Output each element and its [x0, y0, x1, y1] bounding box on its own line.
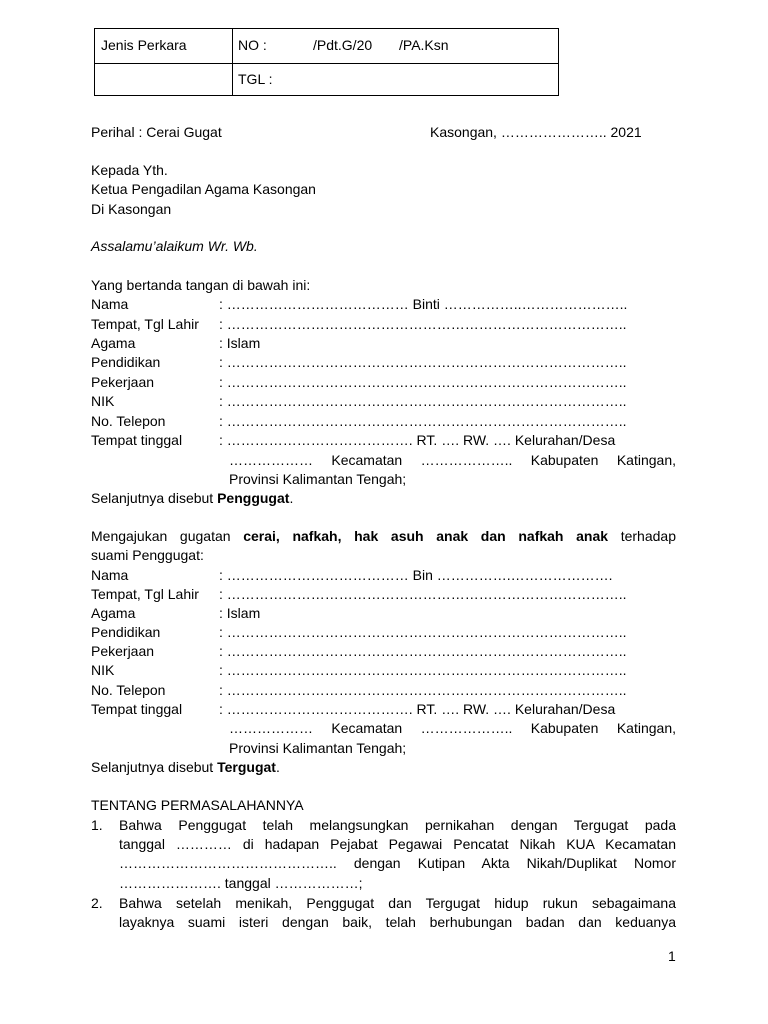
designation-end: . [275, 759, 280, 775]
item-line: layaknya suami isteri dengan baik, telah berhubungan badan dan keduanya [119, 914, 676, 930]
field-value: : ………………………………………………………………………….. [219, 374, 627, 390]
field-value: : ………………………………………………………………………….. [219, 586, 627, 602]
field-label: Pekerjaan [91, 643, 155, 659]
intro-text: Yang bertanda tangan di bawah ini: [91, 277, 311, 293]
address-line-3: Provinsi Kalimantan Tengah; [229, 740, 407, 756]
greeting: Assalamu’alaikum Wr. Wb. [91, 238, 258, 254]
field-value: : ………………………………………………………………………….. [219, 354, 627, 370]
field-value: : Islam [219, 335, 261, 351]
gugatan-claims: cerai, nafkah, hak asuh anak dan nafkah anak [243, 528, 609, 544]
field-value: : …………………………………. RT. …. RW. …. Kelurahan/Desa [219, 701, 616, 717]
field-label: Tempat tinggal [91, 701, 183, 717]
address-line-3: Provinsi Kalimantan Tengah; [229, 471, 407, 487]
field-label: NIK [91, 662, 115, 678]
box-divider-horizontal [95, 63, 558, 64]
gugatan-line-1 [91, 527, 676, 547]
address-line-2: ……………… Kecamatan ……………….. Kabupaten Katingan, [229, 720, 676, 736]
field-value: : Islam [219, 605, 261, 621]
item-line: …………………. tanggal ………………; [119, 875, 363, 891]
item-line: Bahwa setelah menikah, Penggugat dan Tergugat hidup rukun sebagaimana [119, 895, 676, 911]
field-value: : …………………………………. RT. …. RW. …. Kelurahan/Desa [219, 432, 616, 448]
field-label: Nama [91, 296, 129, 312]
gugatan-text-end: terhadap [608, 528, 676, 544]
item-line: tanggal ………… di hadapan Pejabat Pegawai Pencatat Nikah KUA Kecamatan [119, 836, 676, 852]
field-value: : ………………………………………………………………………….. [219, 393, 627, 409]
field-label: NIK [91, 393, 115, 409]
addressee-line-2: Ketua Pengadilan Agama Kasongan [91, 181, 316, 197]
field-label: Tempat, Tgl Lahir [91, 316, 199, 332]
item-number: 1. [91, 817, 103, 833]
designation-text: Selanjutnya disebut [91, 490, 218, 506]
page-number: 1 [668, 948, 676, 964]
field-label: Tempat tinggal [91, 432, 183, 448]
field-label: Tempat, Tgl Lahir [91, 586, 199, 602]
field-label: Agama [91, 605, 136, 621]
field-value: : ………………………………………………………………………….. [219, 662, 627, 678]
field-label: Pendidikan [91, 354, 161, 370]
designation-role: Penggugat [217, 490, 290, 506]
field-value: : ………………………………………………………………………….. [219, 413, 627, 429]
case-info-box [94, 28, 559, 96]
field-value: : ………………………………………………………………………….. [219, 316, 627, 332]
gugatan-line-2: suami Penggugat: [91, 547, 204, 563]
case-number-label: NO : [238, 37, 267, 53]
case-number-pdt: /Pdt.G/20 [313, 37, 373, 53]
tgl-label: TGL : [238, 71, 273, 87]
perihal: Perihal : Cerai Gugat [91, 124, 222, 140]
designation-text: Selanjutnya disebut [91, 759, 218, 775]
field-value: : ………………………………… Bin …………….…………………. [219, 567, 613, 583]
field-label: Pendidikan [91, 624, 161, 640]
case-number-pa: /PA.Ksn [399, 37, 449, 53]
item-number: 2. [91, 895, 103, 911]
gugatan-text: Mengajukan gugatan [91, 528, 244, 544]
place-date: Kasongan, ………………….. 2021 [430, 124, 642, 140]
field-value: : ………………………………………………………………………….. [219, 682, 627, 698]
box-divider-vertical [232, 29, 233, 95]
jenis-perkara-label: Jenis Perkara [101, 37, 187, 53]
section-title: TENTANG PERMASALAHANNYA [91, 797, 304, 813]
field-value: : ………………………………… Binti ……………..………………….. [219, 296, 628, 312]
field-value: : ………………………………………………………………………….. [219, 643, 627, 659]
addressee-line-1: Kepada Yth. [91, 162, 168, 178]
field-label: No. Telepon [91, 682, 166, 698]
field-label: No. Telepon [91, 413, 166, 429]
item-line: ……………………………………….. dengan Kutipan Akta Nikah/Duplikat Nomor [119, 855, 676, 871]
address-line-2: ……………… Kecamatan ……………….. Kabupaten Katingan, [229, 452, 676, 468]
item-line: Bahwa Penggugat telah melangsungkan pernikahan dengan Tergugat pada [119, 817, 676, 833]
designation-end: . [289, 490, 294, 506]
addressee-line-3: Di Kasongan [91, 201, 172, 217]
field-label: Pekerjaan [91, 374, 155, 390]
field-label: Nama [91, 567, 129, 583]
field-label: Agama [91, 335, 136, 351]
field-value: : ………………………………………………………………………….. [219, 624, 627, 640]
designation-role: Tergugat [217, 759, 276, 775]
tergugat-designation [91, 758, 280, 778]
penggugat-designation [91, 489, 293, 509]
